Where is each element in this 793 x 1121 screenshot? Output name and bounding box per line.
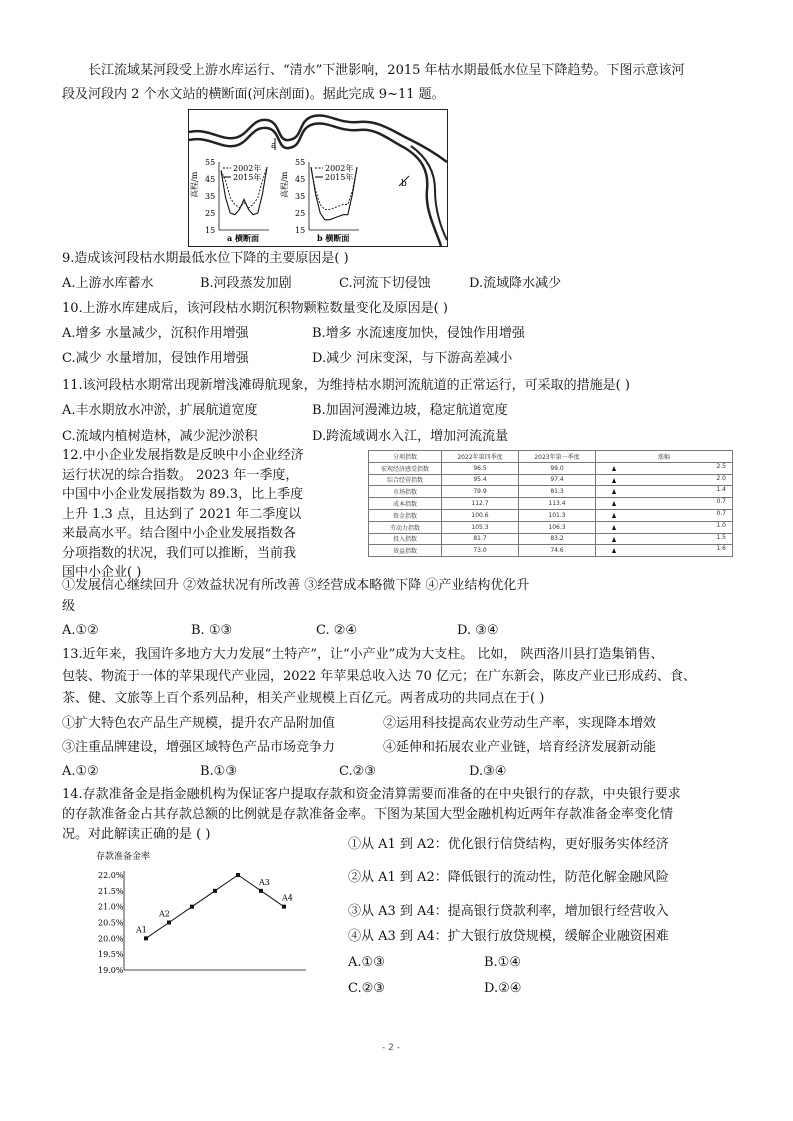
index-value-cell: 97.4: [519, 474, 596, 486]
intro-line-1: 长江流域某河段受上游水库运行、“清水”下泄影响，2015 年枯水期最低水位呈下降趋势。下图示意该河: [88, 63, 685, 78]
q11-option-a: A.丰水期放水冲淤，扩展航道宽度: [62, 403, 258, 418]
river-channel-east: [411, 146, 447, 240]
increase-value: 2.0: [716, 474, 726, 482]
y-tick-label: 15: [295, 226, 306, 235]
panel-a-legend-2002: 2002年: [233, 164, 262, 173]
y-tick-label: 22.0%: [98, 871, 124, 880]
y-tick-label: 55: [205, 158, 216, 167]
q14-statement-4: ④从 A3 到 A4：扩大银行放贷规模，缓解企业融资困难: [348, 929, 669, 944]
y-tick-label: 21.5%: [98, 886, 124, 896]
data-point: [259, 889, 263, 893]
y-tick-label: 21.0%: [98, 902, 124, 912]
y-tick-label: 20.5%: [98, 918, 124, 928]
q12-options-line: ①发展信心继续回升 ②效益状况有所改善 ③经营成本略微下降 ④产业结构优化升: [62, 578, 530, 593]
panel-a-ylabel: 高程/m: [190, 171, 199, 198]
y-tick-label: 15: [205, 226, 216, 235]
y-tick-label: 35: [295, 192, 306, 201]
point-label: A3: [259, 877, 270, 887]
data-point: [213, 889, 217, 893]
panel-a-caption: a 横断面: [227, 233, 259, 243]
y-tick-label: 20.0%: [98, 934, 124, 944]
increase-value: 2.5: [716, 462, 726, 470]
index-table-header: [369, 451, 733, 463]
panel-b-caption: b 横断面: [317, 233, 350, 243]
up-arrow-icon: [612, 525, 616, 530]
increase-cell: [596, 533, 733, 545]
y-tick-label: 25: [295, 209, 306, 218]
q12-stem-line: 分项指数的状况，我们可以推断，当前我: [62, 545, 297, 561]
q9-stem: 9.造成该河段枯水期最低水位下降的主要原因是( ): [62, 251, 349, 266]
reserve-ratio-chart-svg: [66, 845, 336, 985]
index-table-row: [369, 509, 733, 521]
panel-b-legend-2002: 2002年: [325, 164, 354, 173]
q13-statement-4: ④延伸和拓展农业产业链，培育经济发展新动能: [383, 740, 657, 755]
index-table-row: [369, 462, 733, 474]
index-value-cell: 99.0: [519, 462, 596, 474]
panel-b-ylabel: 高程/m: [280, 171, 289, 198]
y-tick-label: 25: [205, 209, 216, 218]
y-tick-label: 55: [295, 158, 306, 167]
index-value-cell: 73.0: [442, 545, 519, 557]
index-table-row: [369, 474, 733, 486]
q12-stem-line: 中国中小企业发展指数为 89.3，比上季度: [62, 487, 304, 502]
chart-y-ticks: [98, 871, 124, 975]
q11-option-d: D.跨流域调水入江，增加河流流量: [312, 429, 509, 444]
q14-option-d: D.②④: [484, 981, 522, 996]
q10-option-a: A.增多 水量减少，沉积作用增强: [62, 326, 249, 341]
chart-title: 存款准备金率: [96, 852, 151, 862]
q14-statement-2: ②从 A1 到 A2：降低银行的流动性，防范化解金融风险: [348, 870, 669, 885]
header-cell: 涨幅: [596, 451, 733, 463]
index-value-cell: 81.7: [442, 533, 519, 545]
river-map-svg: [189, 110, 447, 246]
chart-points: [135, 873, 293, 940]
station-b-label: b: [401, 179, 407, 189]
q13-option-c: C.②③: [339, 764, 376, 779]
index-value-cell: 100.6: [442, 509, 519, 521]
index-value-cell: 113.4: [519, 498, 596, 510]
data-point: [236, 873, 240, 877]
q13-stem-line-1: 13.近年来，我国许多地方大力发展“土特产”，让“小产业”成为大支柱。 比如， 陕西洛川县打造集销售、: [62, 647, 664, 662]
increase-cell: [596, 474, 733, 486]
increase-value: 0.7: [716, 509, 726, 517]
q12-stem-line: 运行状况的综合指数。 2023 年一季度，: [62, 467, 299, 483]
increase-value: 1.5: [716, 533, 726, 541]
increase-value: 1.6: [716, 545, 726, 553]
index-table-row: [369, 521, 733, 533]
index-name-cell: 效益指数: [369, 545, 442, 557]
index-value-cell: 81.3: [519, 486, 596, 498]
increase-cell: [596, 462, 733, 474]
index-name-cell: 宏观经济感受指数: [369, 462, 442, 474]
q9-option-b: B.河段蒸发加剧: [200, 276, 292, 291]
index-value-cell: 95.4: [442, 474, 519, 486]
index-name-cell: 劳动力指数: [369, 521, 442, 533]
up-arrow-icon: [612, 466, 616, 471]
index-name-cell: 投入指数: [369, 533, 442, 545]
panel-b-yticks: [295, 158, 305, 235]
q9-option-c: C.河流下切侵蚀: [339, 276, 431, 291]
q13-stem-line-2: 包装、物流于一体的苹果现代产业园，2022 年苹果总收入达 70 亿元；在广东新会，陈皮产业已形成药、食、: [62, 669, 697, 684]
q13-option-d: D.③④: [469, 764, 507, 779]
header-cell: 2023年第一季度: [519, 451, 596, 463]
q12-stem-line: 国中小企业( ): [62, 565, 142, 580]
header-cell: 2022年第四季度: [442, 451, 519, 463]
index-table-row: [369, 498, 733, 510]
up-arrow-icon: [612, 537, 616, 542]
q13-stem-line-3: 茶、健、文旅等上百个系列品种，相关产业规模上百亿元。两者成功的共同点在于( ): [62, 691, 545, 706]
q13-option-a: A.①②: [62, 764, 99, 779]
index-table-row: [369, 486, 733, 498]
q11-option-c: C.流域内植树造林，减少泥沙淤积: [62, 429, 258, 444]
data-point: [144, 936, 148, 940]
q12-stem: [62, 446, 330, 583]
q10-option-c: C.减少 水量增加，侵蚀作用增强: [62, 351, 249, 366]
q10-option-b: B.增多 水流速度加快，侵蚀作用增强: [312, 326, 525, 341]
index-value-cell: 112.7: [442, 498, 519, 510]
station-a-label: a: [271, 141, 277, 151]
q14-option-c: C.②③: [348, 981, 385, 996]
q11-option-b: B.加固河漫滩边坡，稳定航道宽度: [312, 403, 508, 418]
index-value-cell: 83.2: [519, 533, 596, 545]
index-table-row: [369, 533, 733, 545]
increase-value: 1.0: [716, 521, 726, 529]
index-name-cell: 综合经营指数: [369, 474, 442, 486]
up-arrow-icon: [612, 501, 616, 506]
index-table-body: [369, 462, 733, 556]
panel-b: [279, 158, 359, 243]
q14-option-a: A.①③: [348, 955, 385, 970]
panel-a-legend-2015: 2015年: [233, 173, 262, 182]
q13-statement-2: ②运用科技提高农业劳动生产率，实现降本增效: [383, 716, 657, 731]
increase-cell: [596, 521, 733, 533]
data-point: [167, 921, 171, 925]
y-tick-label: 45: [205, 175, 216, 184]
q9-option-d: D.流域降水减少: [469, 276, 562, 291]
q12-option-a: A.①②: [62, 623, 99, 638]
index-name-cell: 成本指数: [369, 498, 442, 510]
up-arrow-icon: [612, 478, 616, 483]
data-point: [282, 905, 286, 909]
point-label: A1: [136, 925, 147, 935]
index-value-cell: 79.9: [442, 486, 519, 498]
increase-cell: [596, 545, 733, 557]
index-value-cell: 96.5: [442, 462, 519, 474]
index-value-cell: 105.3: [442, 521, 519, 533]
q10-option-d: D.减少 河床变深，与下游高差减小: [312, 351, 513, 366]
q12-option-c: C. ②④: [316, 623, 358, 638]
y-tick-label: 35: [205, 192, 216, 201]
index-table-row: [369, 545, 733, 557]
q12-option-b: B. ①③: [191, 623, 233, 638]
q14-statement-3: ③从 A3 到 A4：提高银行贷款利率，增加银行经营收入: [348, 904, 669, 919]
q12-options-wrap: 级: [62, 599, 76, 614]
q11-stem: 11.该河段枯水期常出现新增浅滩碍航现象，为维持枯水期河流航道的正常运行，可采取的措施是( ): [62, 378, 630, 393]
reserve-ratio-chart: [66, 845, 336, 985]
q12-stem-line: 来最高水平。结合图中小企业发展指数各: [62, 526, 297, 541]
q14-stem-line-1: 14.存款准备金是指金融机构为保证客户提取存款和资金清算需要而准备的在中央银行的存款，中央银行要求: [62, 787, 681, 802]
panel-a: [189, 158, 269, 243]
index-name-cell: 市场指数: [369, 486, 442, 498]
point-label: A4: [282, 893, 293, 903]
up-arrow-icon: [612, 548, 616, 553]
panel-a-yticks: [205, 158, 215, 235]
increase-value: 0.7: [716, 498, 726, 506]
q12-stem-line: 上升 1.3 点，且达到了 2021 年二季度以: [62, 506, 302, 522]
q13-option-b: B.①③: [200, 764, 237, 779]
river-figure: [188, 109, 448, 247]
y-tick-label: 19.0%: [98, 966, 124, 975]
q13-statement-3: ③注重品牌建设，增强区域特色产品市场竞争力: [62, 740, 336, 755]
q13-statement-1: ①扩大特色农产品生产规模，提升农产品附加值: [62, 716, 336, 731]
increase-cell: [596, 486, 733, 498]
intro-line-2: 段及河段内 2 个水文站的横断面(河床剖面)。据此完成 9~11 题。: [62, 87, 445, 102]
header-cell: 分项指数: [369, 451, 442, 463]
q14-stem-line-2: 的存款准备金占其存款总额的比例就是存款准备金率。下图为某国大型金融机构近两年存款准备金率变化情: [62, 807, 674, 822]
q14-stem-line-3: 况。对此解读正确的是 ( ): [62, 827, 211, 842]
index-name-cell: 资金指数: [369, 509, 442, 521]
increase-cell: [596, 509, 733, 521]
q14-option-b: B.①④: [484, 955, 521, 970]
panel-b-legend-2015: 2015年: [325, 173, 354, 182]
point-label: A2: [159, 909, 170, 919]
index-value-cell: 101.3: [519, 509, 596, 521]
index-table: [368, 450, 733, 557]
index-value-cell: 74.6: [519, 545, 596, 557]
index-table-wrapper: [368, 450, 733, 557]
increase-cell: [596, 498, 733, 510]
q14-statement-1: ①从 A1 到 A2：优化银行信贷结构，更好服务实体经济: [348, 837, 669, 852]
y-tick-label: 45: [295, 175, 306, 184]
q12-stem-line: 12.中小企业发展指数是反映中小企业经济: [62, 448, 304, 463]
up-arrow-icon: [612, 513, 616, 518]
index-value-cell: 106.3: [519, 521, 596, 533]
increase-value: 1.4: [716, 486, 726, 494]
data-point: [190, 905, 194, 909]
y-tick-label: 19.5%: [98, 950, 124, 960]
q9-option-a: A.上游水库蓄水: [62, 276, 154, 291]
q10-stem: 10.上游水库建成后，该河段枯水期沉积物颗粒数量变化及原因是( ): [62, 301, 448, 316]
q12-option-d: D. ③④: [457, 623, 499, 638]
page-number: - 2 -: [382, 1043, 400, 1053]
up-arrow-icon: [612, 489, 616, 494]
